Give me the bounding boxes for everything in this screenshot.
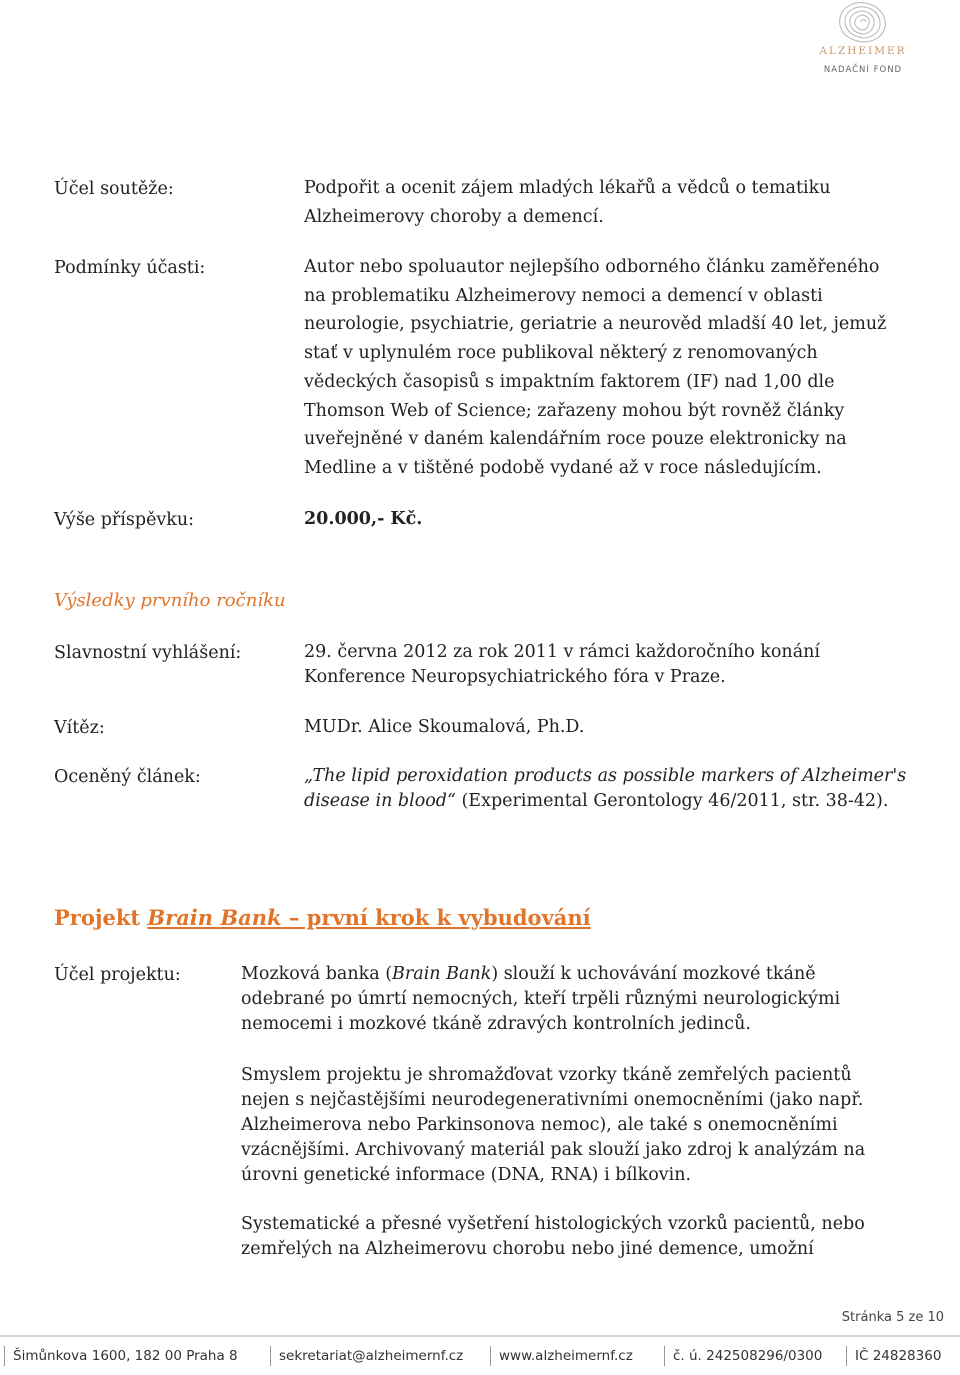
project-paragraph-3: Systematické a přesné vyšetření histologických vzorků pacientů, nebo zemřelých na Alzheimerovu chorobu nebo jiné demence, umožní: [241, 1214, 865, 1259]
announcement-label: Slavnostní vyhlášení:: [54, 643, 242, 663]
footer-separator: [664, 1346, 665, 1366]
project-heading-part2: – první krok k vybudování: [281, 905, 591, 930]
footer-separator: [270, 1346, 271, 1366]
footer-account-text: č. ú. 242508296/0300: [673, 1348, 823, 1364]
page-number: Stránka 5 ze 10: [841, 1310, 944, 1325]
footer-account: [664, 1345, 822, 1367]
footer-address: [4, 1345, 238, 1367]
p1-text-b: ) slouží k uchovávání mozkové tkáně odebrané po úmrtí nemocných, kteří trpěli různými neurologickými nemocemi i mozkové tkáně zdravých kontrolních jedinců.: [241, 964, 841, 1034]
footer: [0, 1345, 960, 1367]
conditions-text: Autor nebo spoluautor nejlepšího odborného článku zaměřeného na problematiku Alzheimerovy nemoci a demencí v oblasti neurologie, psychiatrie, geriatrie a neurověd mladší 40 let, jemuž stať v uplynulém roce publikoval některý z renomovaných vědeckých časopisů s impaktním faktorem (IF) nad 1,00 dle Thomson Web of Science; zařazeny mohou být rovněž články uveřejněné v daném kalendářním roce pouze elektronicky na Medline a v tištěné podobě vydané až v roce následujícím.: [304, 257, 887, 478]
project-paragraph-1: [241, 962, 881, 1037]
brain-swirl-icon: [832, 0, 894, 44]
footer-web-text: www.alzheimernf.cz: [499, 1348, 633, 1364]
p1-text-a: Mozková banka (: [241, 964, 393, 984]
footer-ico-text: IČ 24828360: [855, 1348, 942, 1364]
logo-wordmark: ALZHEIMER: [819, 45, 907, 57]
winner-name: MUDr. Alice Skoumalová, Ph.D.: [304, 717, 585, 737]
footer-separator: [490, 1346, 491, 1366]
purpose-text: Podpořit a ocenit zájem mladých lékařů a vědců o tematiku Alzheimerovy choroby a demencí.: [304, 178, 831, 227]
project-heading-part1: Projekt: [54, 905, 148, 930]
footer-address-text: Šimůnkova 1600, 182 00 Praha 8: [13, 1348, 238, 1364]
results-title: Výsledky prvního ročníku: [54, 590, 286, 611]
p1-italic: Brain Bank: [392, 964, 492, 984]
footer-email: [270, 1345, 463, 1367]
article-citation: [304, 764, 916, 814]
amount-value: 20.000,- Kč.: [304, 509, 423, 529]
footer-email-text: sekretariat@alzheimernf.cz: [279, 1348, 464, 1364]
article-source: (Experimental Gerontology 46/2011, str. 38-42).: [455, 791, 889, 811]
project-paragraph-2: Smyslem projektu je shromažďovat vzorky tkáně zemřelých pacientů nejen s nejčastějšími neurodegenerativními onemocněními (jako např. Alzheimerova nebo Parkinsonova nemoc), ale také s onemocněními vzácnějšími. Archivovaný materiál pak slouží jako zdroj k analýzám na úrovni genetické informace (DNA, RNA) i bílkovin.: [241, 1065, 866, 1185]
project-heading-italic: Brain Bank: [147, 905, 282, 930]
foundation-logo: [818, 0, 908, 75]
footer-ico: [846, 1345, 941, 1367]
footer-separator: [4, 1346, 5, 1366]
footer-divider: [0, 1335, 960, 1337]
project-purpose-label: Účel projektu:: [54, 965, 181, 985]
announcement-text: 29. června 2012 za rok 2011 v rámci každoročního konání Konference Neuropsychiatrického fóra v Praze.: [304, 642, 821, 687]
footer-separator: [846, 1346, 847, 1366]
purpose-label: Účel soutěže:: [54, 179, 174, 199]
footer-web: [490, 1345, 633, 1367]
article-title: „The lipid peroxidation products as possible markers of Alzheimer's disease in blood“: [304, 766, 907, 811]
conditions-label: Podmínky účasti:: [54, 258, 206, 278]
amount-label: Výše příspěvku:: [54, 510, 195, 530]
project-heading: [54, 905, 591, 930]
logo-subtitle: NADAČNÍ FOND: [823, 65, 903, 75]
article-label: Oceněný článek:: [54, 767, 201, 787]
winner-label: Vítěz:: [54, 718, 105, 738]
